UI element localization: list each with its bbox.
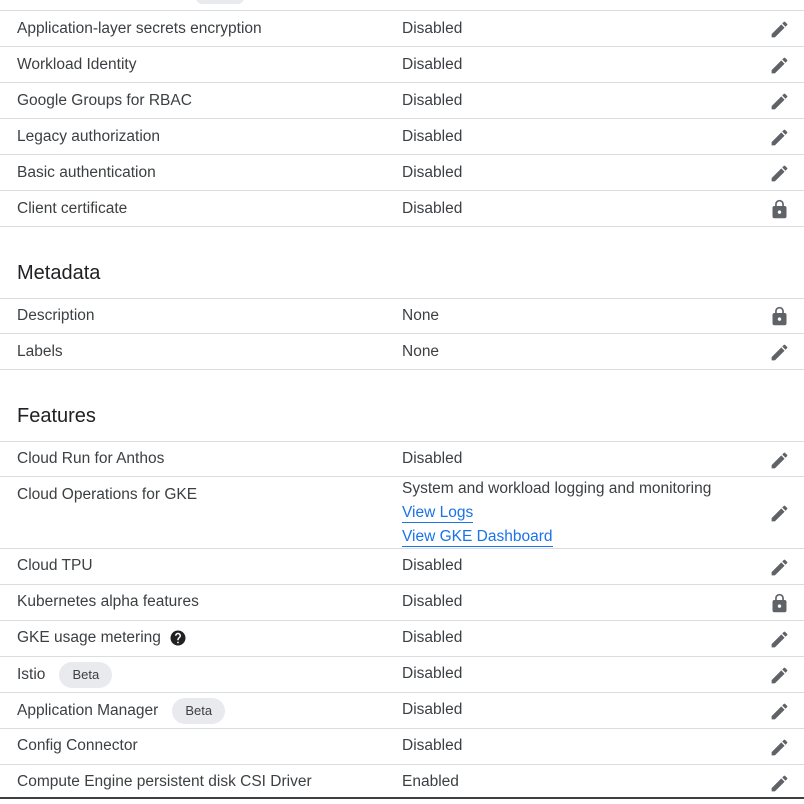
row-label: Kubernetes alpha features (17, 593, 199, 610)
edit-icon[interactable] (768, 54, 790, 76)
row-value: None (402, 307, 440, 324)
table-row (0, 549, 804, 585)
edit-icon[interactable] (768, 449, 790, 471)
table-row (0, 621, 804, 657)
row-label: Client certificate (17, 200, 128, 217)
row-value: Disabled (402, 593, 463, 610)
row-label: Workload Identity (17, 56, 137, 73)
bottom-divider (0, 797, 804, 799)
table-row (0, 119, 804, 155)
table-row (0, 334, 804, 370)
table-row (0, 83, 804, 119)
table-row (0, 47, 804, 83)
row-label: Istio (17, 666, 46, 683)
edit-icon[interactable] (768, 18, 790, 40)
table-row (0, 299, 804, 334)
row-label: Compute Engine persistent disk CSI Driver (17, 773, 312, 790)
row-label: Basic authentication (17, 164, 156, 181)
lock-icon (768, 198, 790, 220)
beta-badge: Beta (59, 662, 112, 688)
row-value: Disabled (402, 737, 463, 754)
row-label-container (17, 629, 187, 647)
row-value: Disabled (402, 128, 463, 145)
row-value: Disabled (402, 450, 463, 467)
table-row (0, 11, 804, 47)
table-row (0, 442, 804, 477)
edit-icon[interactable] (768, 772, 790, 794)
table-row (0, 155, 804, 191)
edit-icon[interactable] (768, 162, 790, 184)
lock-icon (768, 305, 790, 327)
help-icon[interactable] (169, 629, 187, 647)
row-label: Labels (17, 343, 63, 360)
edit-icon[interactable] (768, 502, 790, 524)
row-label: Cloud Run for Anthos (17, 450, 165, 467)
beta-badge: Beta (172, 698, 225, 724)
row-label: GKE usage metering (17, 629, 161, 646)
top-chip-fragment (196, 0, 244, 4)
metadata-heading: Metadata (17, 262, 101, 284)
edit-icon[interactable] (768, 556, 790, 578)
row-label: Config Connector (17, 737, 138, 754)
edit-icon[interactable] (768, 126, 790, 148)
row-value: Disabled (402, 557, 463, 574)
row-value: None (402, 343, 440, 360)
edit-icon[interactable] (768, 736, 790, 758)
row-label: Cloud Operations for GKE (17, 486, 198, 503)
row-label: Google Groups for RBAC (17, 92, 192, 109)
row-label: Cloud TPU (17, 557, 93, 574)
view-logs-link[interactable]: View Logs (402, 504, 474, 521)
edit-icon[interactable] (768, 700, 790, 722)
lock-icon (768, 592, 790, 614)
row-value: System and workload logging and monitoring (402, 480, 712, 497)
features-heading: Features (17, 405, 96, 427)
view-gke-dashboard-link[interactable]: View GKE Dashboard (402, 528, 553, 545)
row-value: Disabled (402, 701, 463, 718)
table-row (0, 729, 804, 765)
row-label-container (17, 698, 225, 724)
edit-icon[interactable] (768, 90, 790, 112)
row-label: Application-layer secrets encryption (17, 20, 262, 37)
table-row (0, 765, 804, 797)
row-value: Disabled (402, 20, 463, 37)
row-value: Disabled (402, 56, 463, 73)
table-row (0, 585, 804, 621)
row-label: Legacy authorization (17, 128, 161, 145)
table-row (0, 191, 804, 227)
row-label-container (17, 662, 112, 688)
row-label: Description (17, 307, 95, 324)
row-value: Disabled (402, 200, 463, 217)
table-row (0, 693, 804, 729)
row-label: Application Manager (17, 702, 159, 719)
table-row (0, 657, 804, 693)
row-value: Disabled (402, 164, 463, 181)
row-value: Enabled (402, 773, 459, 790)
table-row (0, 477, 804, 549)
edit-icon[interactable] (768, 341, 790, 363)
edit-icon[interactable] (768, 664, 790, 686)
row-value: Disabled (402, 92, 463, 109)
row-value: Disabled (402, 629, 463, 646)
edit-icon[interactable] (768, 628, 790, 650)
row-value: Disabled (402, 665, 463, 682)
